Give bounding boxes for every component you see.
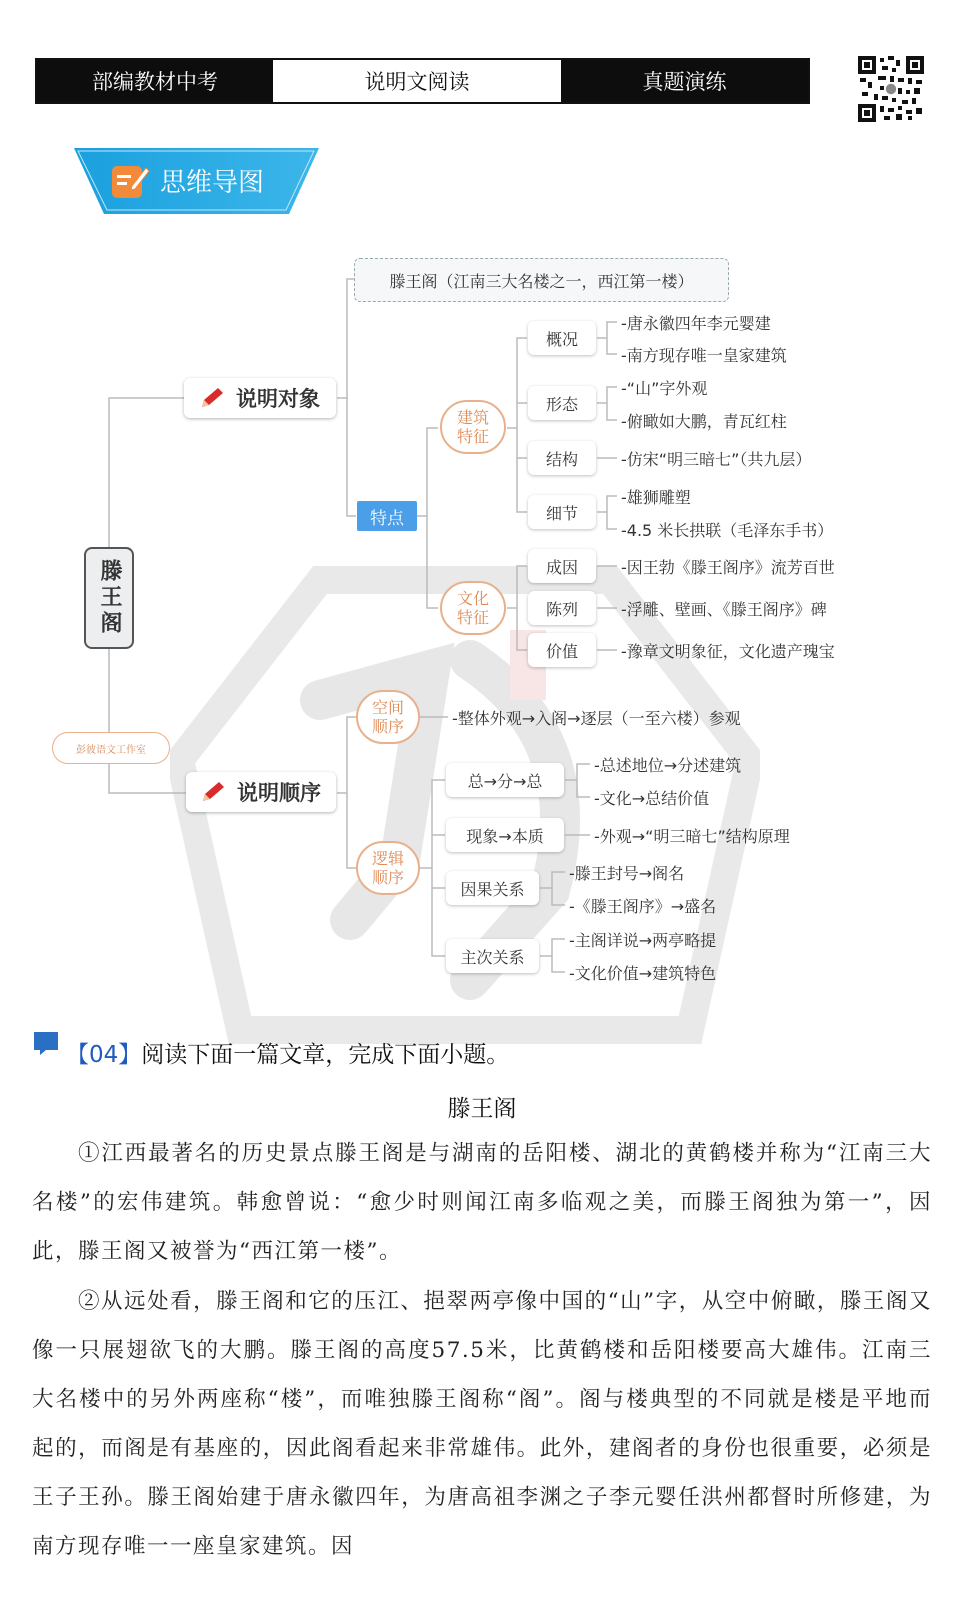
leaf-overview-2: -南方现存唯一皇家建筑 <box>621 346 787 365</box>
article-title: 滕王阁 <box>447 1096 517 1122</box>
studio-badge: 彭彼语文工作室 <box>52 732 170 764</box>
logic-item-phenomenon: 现象→本质 <box>446 818 564 852</box>
culture-item-value: 价值 <box>528 633 596 667</box>
question-number: 【04】 <box>66 1042 142 1068</box>
edit-note-icon <box>110 162 150 200</box>
leaf-structure-1: -仿宋“明三暗七”（共九层） <box>621 450 812 469</box>
pencil-icon <box>200 387 226 409</box>
logic-item-total: 总→分→总 <box>446 763 564 797</box>
arch-item-structure: 结构 <box>528 441 596 475</box>
mind-map <box>0 250 964 1020</box>
culture-item-cause: 成因 <box>528 549 596 583</box>
feature-node: 特点 <box>357 501 417 531</box>
culture-feature-node <box>440 581 506 635</box>
logic-item-cause: 因果关系 <box>446 871 539 905</box>
arch-item-form: 形态 <box>528 386 596 420</box>
leaf-cause-b: -《滕王阁序》→盛名 <box>569 897 717 916</box>
logic-item-primary: 主次关系 <box>446 939 539 973</box>
object-label: 说明对象 <box>236 387 320 411</box>
leaf-exhibit-1: -浮雕、壁画、《滕王阁序》碑 <box>621 600 827 619</box>
leaf-primary-1: -主阁详说→两亭略提 <box>569 931 717 950</box>
bookmark-icon <box>32 1030 62 1056</box>
space-order-label: 空间顺序 <box>371 698 404 736</box>
leaf-cause-1: -因王勃《滕王阁序》流芳百世 <box>621 558 835 577</box>
root-label: 滕王阁 <box>97 559 122 637</box>
header-tab-practice: 真题演练 <box>561 60 808 102</box>
leaf-overview-1: -唐永徽四年李元婴建 <box>621 314 771 333</box>
culture-item-exhibit: 陈列 <box>528 591 596 625</box>
leaf-detail-2: -4.5 米长拱联（毛泽东手书） <box>621 521 834 540</box>
logic-order-node <box>356 841 420 895</box>
header-bar <box>35 58 810 104</box>
qr-code-icon <box>858 56 924 122</box>
leaf-total-2: -文化→总结价值 <box>594 789 710 808</box>
order-node <box>186 772 336 812</box>
leaf-primary-2: -文化价值→建筑特色 <box>569 964 717 983</box>
culture-feature-label: 文化特征 <box>456 589 489 627</box>
leaf-form-2: -俯瞰如大鹏，青瓦红柱 <box>621 412 787 431</box>
leaf-cause-a: -滕王封号→阁名 <box>569 864 685 883</box>
pencil-icon <box>201 781 227 803</box>
arch-feature-label: 建筑特征 <box>456 408 489 446</box>
leaf-detail-1: -雄狮雕塑 <box>621 488 691 507</box>
arch-item-overview: 概况 <box>528 321 596 355</box>
banner-label: 思维导图 <box>160 168 265 198</box>
order-label: 说明顺序 <box>237 781 321 805</box>
space-order-node <box>356 690 420 744</box>
header-tab-reading: 说明文阅读 <box>273 60 561 102</box>
article-paragraph-2: ②从远处看，滕王阁和它的压江、挹翠两亭像中国的“山”字，从空中俯瞰，滕王阁又像一只展翅欲飞的大鹏。滕王阁的高度57.5米，比黄鹤楼和岳阳楼要高大雄伟。江南三大名楼中的另外两座称“楼”，而唯独滕王阁称“阁”。阁与楼典型的不同就是楼是平地而起的，而阁是有基座的，因此阁看起来非常雄伟。此外，建阁者的身份也很重要，必须是王子王孙。滕王阁始建于唐永徽四年，为唐高祖李渊之子李元婴任洪州都督时所修建，为南方现存唯一一座皇家建筑。因 <box>32 1289 932 1559</box>
question-heading <box>66 1036 509 1069</box>
object-node <box>184 378 336 418</box>
question-text: 阅读下面一篇文章，完成下面小题。 <box>141 1042 510 1068</box>
arch-feature-node <box>440 400 506 454</box>
logic-order-label: 逻辑顺序 <box>371 849 404 887</box>
header-tab-textbook: 部编教材中考 <box>37 60 273 102</box>
mindmap-root <box>84 547 134 649</box>
leaf-value-1: -豫章文明象征，文化遗产瑰宝 <box>621 642 835 661</box>
article-paragraph-1: ①江西最著名的历史景点滕王阁是与湖南的岳阳楼、湖北的黄鹤楼并称为“江南三大名楼”的宏伟建筑。韩愈曾说：“愈少时则闻江南多临观之美，而滕王阁独为第一”，因此，滕王阁又被誉为“西江第一楼”。 <box>32 1141 932 1264</box>
leaf-space-1: -整体外观→入阁→逐层（一至六楼）参观 <box>452 709 741 728</box>
arch-item-detail: 细节 <box>528 495 596 529</box>
top-note: 滕王阁（江南三大名楼之一，西江第一楼） <box>354 258 729 302</box>
mindmap-banner <box>74 148 319 218</box>
leaf-total-1: -总述地位→分述建筑 <box>594 756 742 775</box>
leaf-form-1: -“山”字外观 <box>621 379 708 398</box>
leaf-phenomenon-1: -外观→“明三暗七”结构原理 <box>594 827 790 846</box>
